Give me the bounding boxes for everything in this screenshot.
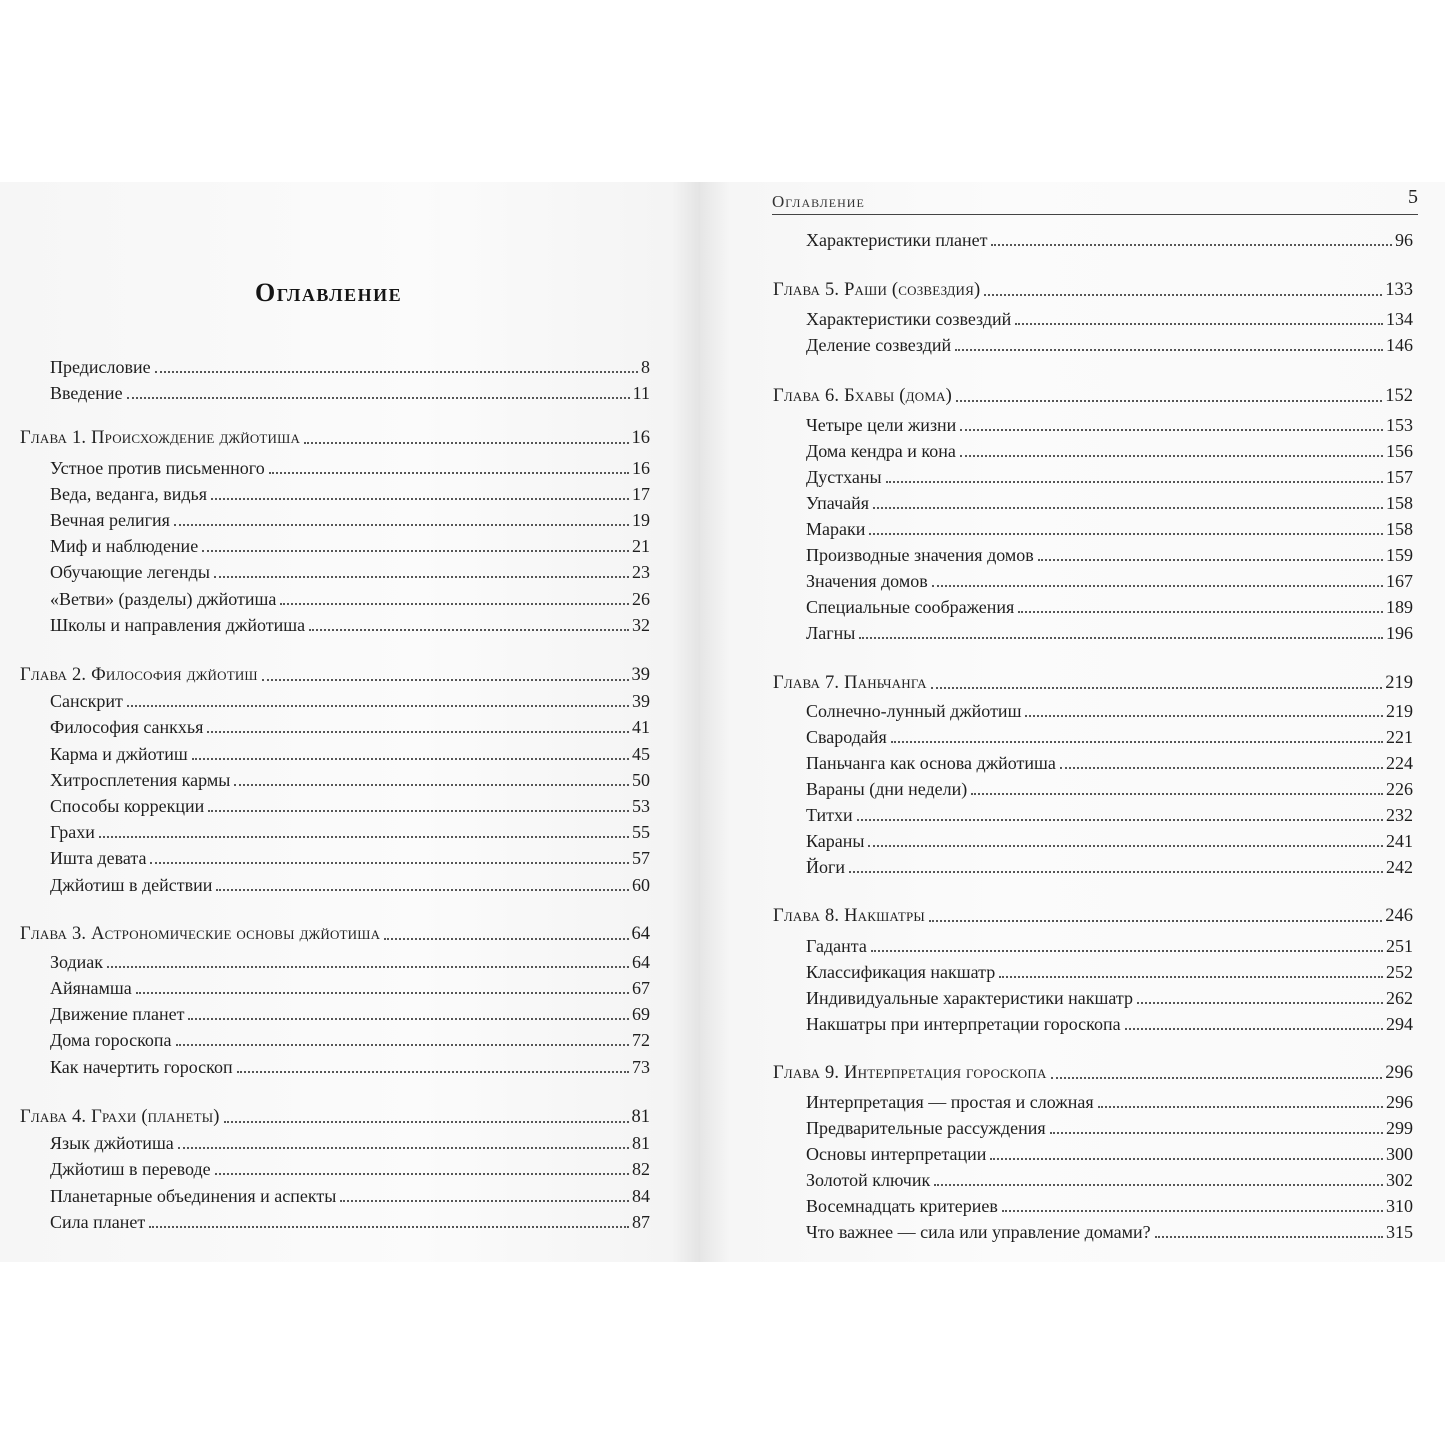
dot-leader bbox=[990, 1156, 1383, 1160]
toc-entry-title: Предварительные рассуждения bbox=[806, 1118, 1046, 1138]
dot-leader bbox=[224, 1119, 629, 1123]
toc-entry-page: 50 bbox=[632, 770, 650, 790]
toc-entry-title: Глава 2. Философия джйотиш bbox=[20, 665, 258, 685]
toc-entry-page: 133 bbox=[1385, 280, 1413, 300]
dot-leader bbox=[202, 548, 629, 552]
toc-entry-page: 64 bbox=[632, 952, 650, 972]
toc-entry-title: Движение планет bbox=[50, 1004, 185, 1024]
toc-entry-page: 315 bbox=[1386, 1222, 1413, 1242]
dot-leader bbox=[929, 918, 1382, 922]
toc-entry-page: 60 bbox=[632, 875, 650, 895]
toc-entry-title: Что важнее — сила или управление домами? bbox=[806, 1222, 1151, 1242]
toc-entry-page: 26 bbox=[632, 589, 650, 609]
toc-entry-title: Накшатры при интерпретации гороскопа bbox=[806, 1014, 1121, 1034]
dot-leader bbox=[868, 843, 1383, 847]
toc-entry-title: Язык джйотиша bbox=[50, 1133, 174, 1153]
toc-entry bbox=[50, 453, 650, 479]
toc-entry-page: 81 bbox=[632, 1133, 650, 1153]
toc-entry-page: 21 bbox=[632, 536, 650, 556]
toc-entry-title: Солнечно-лунный джйотиш bbox=[806, 701, 1022, 721]
dot-leader bbox=[208, 808, 629, 812]
toc-entry bbox=[50, 352, 650, 378]
toc-entry-title: Глава 1. Происхождение джйотиша bbox=[20, 428, 301, 448]
toc-entry-page: 226 bbox=[1386, 779, 1413, 799]
toc-entry-page: 57 bbox=[632, 848, 650, 868]
toc-entry bbox=[806, 514, 1413, 540]
toc-chapter-entry bbox=[773, 275, 1413, 301]
toc-entry bbox=[806, 592, 1413, 618]
toc-entry-page: 67 bbox=[632, 978, 650, 998]
toc-entry-page: 23 bbox=[632, 562, 650, 582]
dot-leader bbox=[971, 791, 1383, 795]
dot-leader bbox=[211, 496, 629, 500]
toc-entry bbox=[806, 696, 1413, 722]
toc-entry bbox=[50, 973, 650, 999]
toc-entry bbox=[50, 843, 650, 869]
toc-entry-title: Производные значения домов bbox=[806, 545, 1034, 565]
toc-chapter-entry bbox=[20, 919, 650, 945]
dot-leader bbox=[1050, 1130, 1383, 1134]
toc-entry-page: 219 bbox=[1385, 673, 1413, 693]
toc-entry-title: Способы коррекции bbox=[50, 796, 205, 816]
toc-chapter-entry bbox=[20, 660, 650, 686]
dot-leader bbox=[1060, 765, 1383, 769]
dot-leader bbox=[216, 887, 629, 891]
dot-leader bbox=[849, 869, 1383, 873]
toc-entry-title: Значения домов bbox=[806, 571, 928, 591]
toc-entry-page: 53 bbox=[632, 796, 650, 816]
toc-entry-page: 146 bbox=[1386, 335, 1413, 355]
toc-entry bbox=[806, 722, 1413, 748]
toc-entry-title: Предисловие bbox=[50, 357, 151, 377]
dot-leader bbox=[127, 395, 630, 399]
toc-entry-title: Сила планет bbox=[50, 1212, 146, 1232]
dot-leader bbox=[984, 292, 1382, 296]
toc-entry-page: 310 bbox=[1386, 1196, 1413, 1216]
toc-entry bbox=[50, 557, 650, 583]
toc-entry-page: 167 bbox=[1386, 571, 1413, 591]
dot-leader bbox=[262, 677, 629, 681]
toc-entry-page: 252 bbox=[1386, 962, 1413, 982]
toc-entry-title: Караны bbox=[806, 831, 865, 851]
dot-leader bbox=[873, 505, 1383, 509]
toc-entry-page: 11 bbox=[632, 383, 650, 403]
toc-entry-title: Паньчанга как основа джйотиша bbox=[806, 753, 1056, 773]
dot-leader bbox=[1025, 713, 1383, 717]
toc-entry-page: 242 bbox=[1386, 857, 1413, 877]
dot-leader bbox=[280, 601, 629, 605]
toc-entry-page: 299 bbox=[1386, 1118, 1413, 1138]
dot-leader bbox=[1051, 1075, 1383, 1079]
toc-entry-title: Карма и джйотиш bbox=[50, 744, 188, 764]
dot-leader bbox=[304, 440, 628, 444]
toc-entry-title: Глава 4. Грахи (планеты) bbox=[20, 1107, 220, 1127]
toc-entry-page: 152 bbox=[1385, 386, 1413, 406]
toc-entry-page: 81 bbox=[631, 1107, 650, 1127]
toc-entry-page: 8 bbox=[641, 357, 650, 377]
page-number: 5 bbox=[1408, 186, 1418, 208]
dot-leader bbox=[1015, 321, 1383, 325]
toc-entry bbox=[50, 765, 650, 791]
toc-entry-page: 157 bbox=[1386, 467, 1413, 487]
toc-entry-title: Глава 3. Астрономические основы джйотиша bbox=[20, 924, 381, 944]
toc-entry bbox=[50, 1025, 650, 1051]
toc-entry-title: Специальные соображения bbox=[806, 597, 1015, 617]
dot-leader bbox=[1018, 609, 1383, 613]
toc-entry-title: Школы и направления джйотиша bbox=[50, 615, 306, 635]
toc-chapter-entry bbox=[773, 668, 1413, 694]
toc-entry-title: Дустханы bbox=[806, 467, 882, 487]
toc-entry bbox=[806, 931, 1413, 957]
toc-entry bbox=[806, 618, 1413, 644]
toc-entry bbox=[50, 712, 650, 738]
dot-leader bbox=[871, 948, 1383, 952]
toc-entry bbox=[50, 505, 650, 531]
dot-leader bbox=[1125, 1026, 1383, 1030]
toc-entry-page: 73 bbox=[632, 1057, 650, 1077]
toc-entry bbox=[806, 410, 1413, 436]
toc-entry bbox=[50, 479, 650, 505]
toc-entry bbox=[806, 1087, 1413, 1113]
toc-entry-title: Айянамша bbox=[50, 978, 132, 998]
toc-entry bbox=[50, 610, 650, 636]
toc-entry-page: 153 bbox=[1386, 415, 1413, 435]
toc-entry bbox=[50, 1052, 650, 1078]
toc-entry bbox=[806, 304, 1413, 330]
toc-entry-page: 16 bbox=[632, 458, 650, 478]
toc-entry-title: Введение bbox=[50, 383, 123, 403]
toc-entry-page: 69 bbox=[632, 1004, 650, 1024]
toc-entry-page: 302 bbox=[1386, 1170, 1413, 1190]
toc-entry-page: 96 bbox=[1395, 230, 1413, 250]
dot-leader bbox=[269, 470, 629, 474]
dot-leader bbox=[176, 1042, 629, 1046]
toc-entry-page: 19 bbox=[632, 510, 650, 530]
toc-entry-title: Джйотиш в действии bbox=[50, 875, 213, 895]
toc-entry bbox=[806, 826, 1413, 852]
toc-entry-page: 17 bbox=[632, 484, 650, 504]
toc-chapter-entry bbox=[20, 423, 650, 449]
dot-leader bbox=[155, 369, 638, 373]
dot-leader bbox=[859, 635, 1383, 639]
toc-entry bbox=[806, 774, 1413, 800]
toc-entry-title: Интерпретация — простая и сложная bbox=[806, 1092, 1094, 1112]
dot-leader bbox=[931, 685, 1383, 689]
toc-entry-title: Обучающие легенды bbox=[50, 562, 210, 582]
dot-leader bbox=[1155, 1234, 1383, 1238]
toc-entry-title: Философия санкхья bbox=[50, 717, 204, 737]
toc-chapter-entry bbox=[773, 901, 1413, 927]
toc-chapter-entry bbox=[773, 1058, 1413, 1084]
dot-leader bbox=[934, 1182, 1383, 1186]
toc-title: Оглавление bbox=[255, 278, 403, 307]
toc-entry-title: Джйотиш в переводе bbox=[50, 1159, 211, 1179]
toc-entry-page: 158 bbox=[1386, 493, 1413, 513]
toc-entry bbox=[806, 957, 1413, 983]
toc-entry-page: 72 bbox=[632, 1030, 650, 1050]
toc-entry-title: Хитросплетения кармы bbox=[50, 770, 231, 790]
toc-entry bbox=[50, 739, 650, 765]
dot-leader bbox=[1098, 1104, 1383, 1108]
toc-entry-title: Характеристики планет bbox=[806, 230, 988, 250]
toc-entry bbox=[806, 540, 1413, 566]
toc-entry-title: Глава 9. Интерпретация гороскопа bbox=[773, 1063, 1047, 1083]
toc-entry bbox=[806, 852, 1413, 878]
toc-entry-page: 262 bbox=[1386, 988, 1413, 1008]
toc-entry-title: Грахи bbox=[50, 822, 95, 842]
toc-chapter-entry bbox=[20, 1102, 650, 1128]
toc-entry-page: 246 bbox=[1385, 906, 1413, 926]
dot-leader bbox=[991, 242, 1392, 246]
toc-entry-page: 55 bbox=[632, 822, 650, 842]
toc-entry bbox=[806, 1113, 1413, 1139]
toc-entry-title: Дома кендра и кона bbox=[806, 441, 956, 461]
toc-entry-title: Санскрит bbox=[50, 691, 123, 711]
toc-entry bbox=[50, 1181, 650, 1207]
dot-leader bbox=[869, 531, 1383, 535]
toc-entry-title: Лагны bbox=[806, 623, 856, 643]
toc-entry-title: Восемнадцать критериев bbox=[806, 1196, 998, 1216]
toc-entry bbox=[806, 1009, 1413, 1035]
dot-leader bbox=[136, 990, 629, 994]
toc-entry bbox=[806, 462, 1413, 488]
dot-leader bbox=[214, 574, 629, 578]
dot-leader bbox=[127, 703, 629, 707]
dot-leader bbox=[150, 860, 629, 864]
toc-entry bbox=[806, 488, 1413, 514]
toc-entry-title: Глава 5. Раши (созвездия) bbox=[773, 280, 981, 300]
toc-entry-title: Йоги bbox=[806, 857, 846, 877]
toc-entry-page: 296 bbox=[1386, 1092, 1413, 1112]
toc-entry-title: Характеристики созвездий bbox=[806, 309, 1012, 329]
dot-leader bbox=[932, 583, 1383, 587]
toc-entry bbox=[50, 999, 650, 1025]
toc-entry-page: 39 bbox=[632, 691, 650, 711]
dot-leader bbox=[237, 1069, 629, 1073]
toc-entry-page: 224 bbox=[1386, 753, 1413, 773]
toc-entry-page: 221 bbox=[1386, 727, 1413, 747]
toc-entry-title: Планетарные объединения и аспекты bbox=[50, 1186, 337, 1206]
toc-entry-page: 87 bbox=[632, 1212, 650, 1232]
dot-leader bbox=[340, 1198, 629, 1202]
toc-entry-title: Гаданта bbox=[806, 936, 867, 956]
dot-leader bbox=[960, 453, 1383, 457]
toc-entry-page: 232 bbox=[1386, 805, 1413, 825]
toc-entry-page: 16 bbox=[631, 428, 650, 448]
toc-entry bbox=[806, 1165, 1413, 1191]
toc-entry-title: Деление созвездий bbox=[806, 335, 952, 355]
toc-entry-page: 241 bbox=[1386, 831, 1413, 851]
toc-entry bbox=[806, 800, 1413, 826]
toc-entry bbox=[806, 566, 1413, 592]
toc-entry-page: 156 bbox=[1386, 441, 1413, 461]
toc-entry-page: 251 bbox=[1386, 936, 1413, 956]
toc-entry-page: 294 bbox=[1386, 1014, 1413, 1034]
dot-leader bbox=[234, 782, 629, 786]
dot-leader bbox=[1137, 1000, 1383, 1004]
toc-entry-page: 296 bbox=[1385, 1063, 1413, 1083]
toc-entry bbox=[50, 686, 650, 712]
toc-chapter-entry bbox=[773, 381, 1413, 407]
toc-entry-page: 82 bbox=[632, 1159, 650, 1179]
toc-entry-title: Упачайя bbox=[806, 493, 870, 513]
toc-entry-title: Как начертить гороскоп bbox=[50, 1057, 233, 1077]
toc-entry-page: 134 bbox=[1386, 309, 1413, 329]
toc-entry-page: 32 bbox=[632, 615, 650, 635]
toc-entry-page: 189 bbox=[1386, 597, 1413, 617]
toc-entry bbox=[50, 378, 650, 404]
toc-entry bbox=[50, 1128, 650, 1154]
toc-entry bbox=[806, 1217, 1413, 1243]
dot-leader bbox=[174, 522, 629, 526]
toc-entry-title: Дома гороскопа bbox=[50, 1030, 172, 1050]
toc-entry-page: 219 bbox=[1386, 701, 1413, 721]
dot-leader bbox=[857, 817, 1383, 821]
toc-entry-page: 196 bbox=[1386, 623, 1413, 643]
toc-entry-title: Глава 8. Накшатры bbox=[773, 906, 925, 926]
dot-leader bbox=[1038, 557, 1383, 561]
toc-entry-title: Вечная религия bbox=[50, 510, 170, 530]
toc-entry-title: Титхи bbox=[806, 805, 853, 825]
toc-entry-title: Индивидуальные характеристики накшатр bbox=[806, 988, 1133, 1008]
toc-entry-title: Вараны (дни недели) bbox=[806, 779, 968, 799]
toc-entry-page: 159 bbox=[1386, 545, 1413, 565]
toc-entry-title: Глава 7. Паньчанга bbox=[773, 673, 927, 693]
toc-entry bbox=[806, 1139, 1413, 1165]
toc-entry-title: Мараки bbox=[806, 519, 866, 539]
running-head bbox=[772, 186, 1418, 215]
dot-leader bbox=[956, 398, 1382, 402]
dot-leader bbox=[886, 479, 1383, 483]
toc-entry-title: Основы интерпретации bbox=[806, 1144, 987, 1164]
dot-leader bbox=[960, 427, 1383, 431]
dot-leader bbox=[207, 729, 629, 733]
toc-entry-title: Четыре цели жизни bbox=[806, 415, 957, 435]
toc-entry-title: «Ветви» (разделы) джйотиша bbox=[50, 589, 277, 609]
dot-leader bbox=[1002, 1208, 1383, 1212]
toc-entry bbox=[50, 531, 650, 557]
toc-entry-page: 300 bbox=[1386, 1144, 1413, 1164]
toc-entry-title: Зодиак bbox=[50, 952, 104, 972]
toc-entry-page: 45 bbox=[632, 744, 650, 764]
dot-leader bbox=[309, 627, 629, 631]
toc-entry bbox=[806, 330, 1413, 356]
toc-entry-title: Золотой ключик bbox=[806, 1170, 931, 1190]
toc-entry bbox=[50, 1207, 650, 1233]
dot-leader bbox=[891, 739, 1383, 743]
dot-leader bbox=[955, 347, 1383, 351]
dot-leader bbox=[999, 974, 1383, 978]
dot-leader bbox=[188, 1016, 629, 1020]
toc-entry bbox=[50, 791, 650, 817]
toc-entry bbox=[806, 983, 1413, 1009]
toc-entry-title: Веда, веданга, видья bbox=[50, 484, 207, 504]
toc-entry-title: Устное против письменного bbox=[50, 458, 265, 478]
toc-entry-title: Ишта девата bbox=[50, 848, 147, 868]
dot-leader bbox=[384, 936, 628, 940]
toc-entry bbox=[806, 225, 1413, 251]
toc-entry bbox=[806, 1191, 1413, 1217]
toc-entry bbox=[50, 584, 650, 610]
toc-entry bbox=[806, 748, 1413, 774]
dot-leader bbox=[192, 756, 629, 760]
dot-leader bbox=[99, 834, 629, 838]
toc-entry bbox=[50, 870, 650, 896]
toc-entry bbox=[50, 1154, 650, 1180]
toc-entry bbox=[806, 436, 1413, 462]
toc-entry-page: 41 bbox=[632, 717, 650, 737]
toc-entry-title: Глава 6. Бхавы (дома) bbox=[773, 386, 953, 406]
toc-entry-title: Миф и наблюдение bbox=[50, 536, 199, 556]
toc-entry-title: Свародайя bbox=[806, 727, 887, 747]
toc-entry-page: 64 bbox=[631, 924, 650, 944]
toc-entry-page: 39 bbox=[631, 665, 650, 685]
toc-entry bbox=[50, 817, 650, 843]
dot-leader bbox=[178, 1145, 629, 1149]
dot-leader bbox=[215, 1171, 629, 1175]
toc-entry-page: 158 bbox=[1386, 519, 1413, 539]
toc-entry bbox=[50, 947, 650, 973]
dot-leader bbox=[107, 964, 629, 968]
dot-leader bbox=[149, 1224, 629, 1228]
toc-entry-page: 84 bbox=[632, 1186, 650, 1206]
running-head-title: Оглавление bbox=[772, 192, 865, 211]
toc-entry-title: Классификация накшатр bbox=[806, 962, 996, 982]
